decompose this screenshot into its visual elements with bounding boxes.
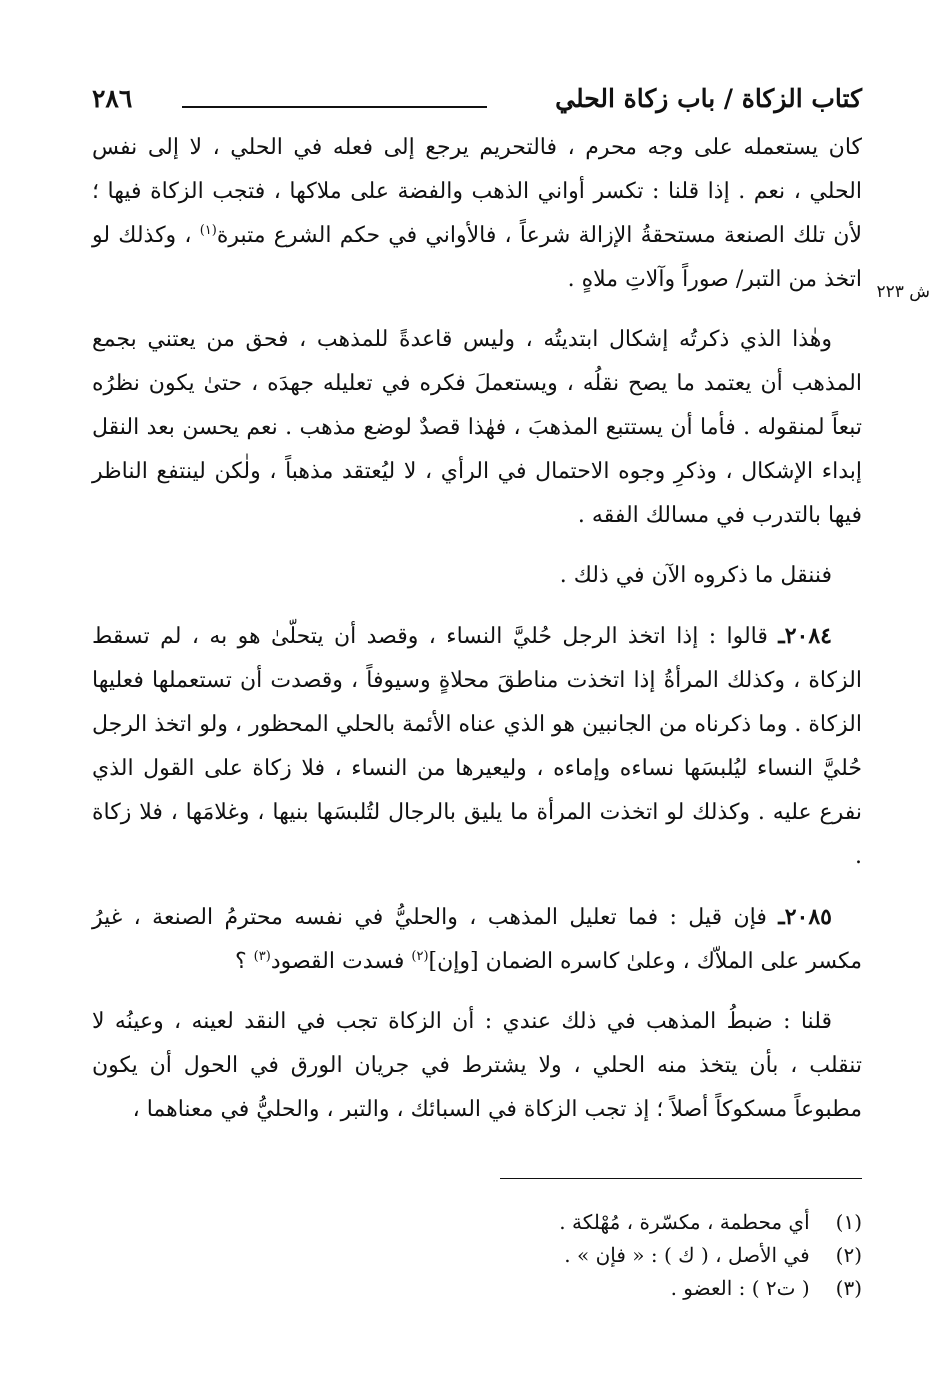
footnote-number: (١) <box>835 1210 862 1234</box>
margin-page-reference: ش ٢٢٣ <box>876 282 930 302</box>
footnote-text: في الأصل ، ( ك ) : « فإن » . <box>564 1243 810 1267</box>
paragraph-2085 <box>92 895 862 984</box>
footnote <box>92 1272 862 1305</box>
paragraph-1-text: كان يستعمله على وجه محرم ، فالتحريم يرجع إلى فعله في الحلي ، لا إلى نفس الحلي ، نعم . إذا قلنا : تكسر أواني الذهب والفضة على ملاكها ، فتجب الزكاة فيها ؛ لأن تلك الصنعة مستحقةُ الإزالة شرعاً ، فالأواني في حكم الشرع متبرة <box>92 135 862 248</box>
paragraph-2084-text: قالوا : إذا اتخذ الرجل حُليَّ النساء ، وقصد أن يتحلّىٰ هو به ، لم تسقط الزكاة ، وكذلك المرأةُ إذا اتخذت مناطقَ محلاةٍ وسيوفاً ، وقصدت أن تستعملها فعليها الزكاة . وما ذكرناه من الجانبين هو الذي عناه الأئمة بالحلي المحظور ، ولو اتخذ الرجل حُليَّ النساء ليُلبسَها نساءه وإماءه ، وليعيرها من النساء ، فلا زكاة على القول الذي نفرع عليه . وكذلك لو اتخذت المرأة ما يليق بالرجال لتُلبسَها بنيها ، وغلامَها ، فلا زكاة . <box>92 624 862 869</box>
footnote <box>92 1239 862 1272</box>
footnotes <box>92 1206 862 1305</box>
footnote-separator <box>500 1178 862 1179</box>
issue-number-2084: ٢٠٨٤ـ <box>778 623 832 649</box>
paragraph-2085-tail: ؟ <box>235 949 254 974</box>
running-header <box>92 84 862 124</box>
paragraph-answer: قلنا : ضبطُ المذهب في ذلك عندي : أن الزكاة تجب في النقد لعينه ، وعينُه لا تنقلب ، بأن يتخذ منه الحلي ، ولا يشترط في جريان الورق في الحول أن يكون مطبوعاً مسكوكاً أصلاً ؛ إذ تجب الزكاة في السبائك ، والتبر ، والحليُّ في معناهما ، <box>92 1009 862 1122</box>
header-rule <box>182 106 487 108</box>
paragraph-3: فننقل ما ذكروه الآن في ذلك . <box>559 563 832 588</box>
paragraph-2085-text: فإن قيل : فما تعليل المذهب ، والحليُّ في نفسه محترمُ الصنعة ، غيرُ مكسر على الملاّك ، وعلىٰ كاسره الضمان [وإن] <box>92 905 862 974</box>
footnote-ref-3: (٣) <box>253 949 271 964</box>
footnote <box>92 1206 862 1239</box>
footnote-text: ( ت٢ ) : العضو . <box>670 1276 810 1300</box>
paragraph-2085-mid: فسدت القصود <box>270 949 412 974</box>
footnote-ref-2: (٢) <box>411 949 429 964</box>
paragraph-1-tail: ، وكذلك لو اتخذ من التبر/ صوراً وآلاتِ ملاهٍ . <box>92 223 862 292</box>
paragraph-2084 <box>92 614 862 879</box>
page-number: ٢٨٦ <box>92 84 133 113</box>
footnote-number: (٣) <box>835 1276 862 1300</box>
paragraph-2: وهٰذا الذي ذكرتُه إشكال ابتديتُه ، وليس قاعدةً للمذهب ، فحق من يعتني بجمع المذهب أن يعتمد ما يصح نقلُه ، ويستعملَ فكره في تعليله جهدَه ، حتىٰ يكون نظرُه تبعاً لمنقوله . فأما أن يستتبع المذهبَ ، فهٰذا قصدٌ لوضع مذهب . نعم يحسن بعد النقل إبداء الإشكال ، وذكرِ وجوه الاحتمال في الرأي ، لا ليُعتقد مذهباً ، ولٰكن لينتفع الناظر فيها بالتدرب في مسالك الفقه . <box>92 327 862 528</box>
issue-number-2085: ٢٠٨٥ـ <box>778 904 832 930</box>
main-text <box>92 126 862 1148</box>
footnote-ref-1: (١) <box>199 223 217 238</box>
footnote-number: (٢) <box>835 1243 862 1267</box>
running-title: كتاب الزكاة / باب زكاة الحلي <box>555 84 862 113</box>
footnote-text: أي محطمة ، مكسّرة ، مُهْلكة . <box>559 1210 810 1234</box>
paragraph-1 <box>92 126 862 302</box>
